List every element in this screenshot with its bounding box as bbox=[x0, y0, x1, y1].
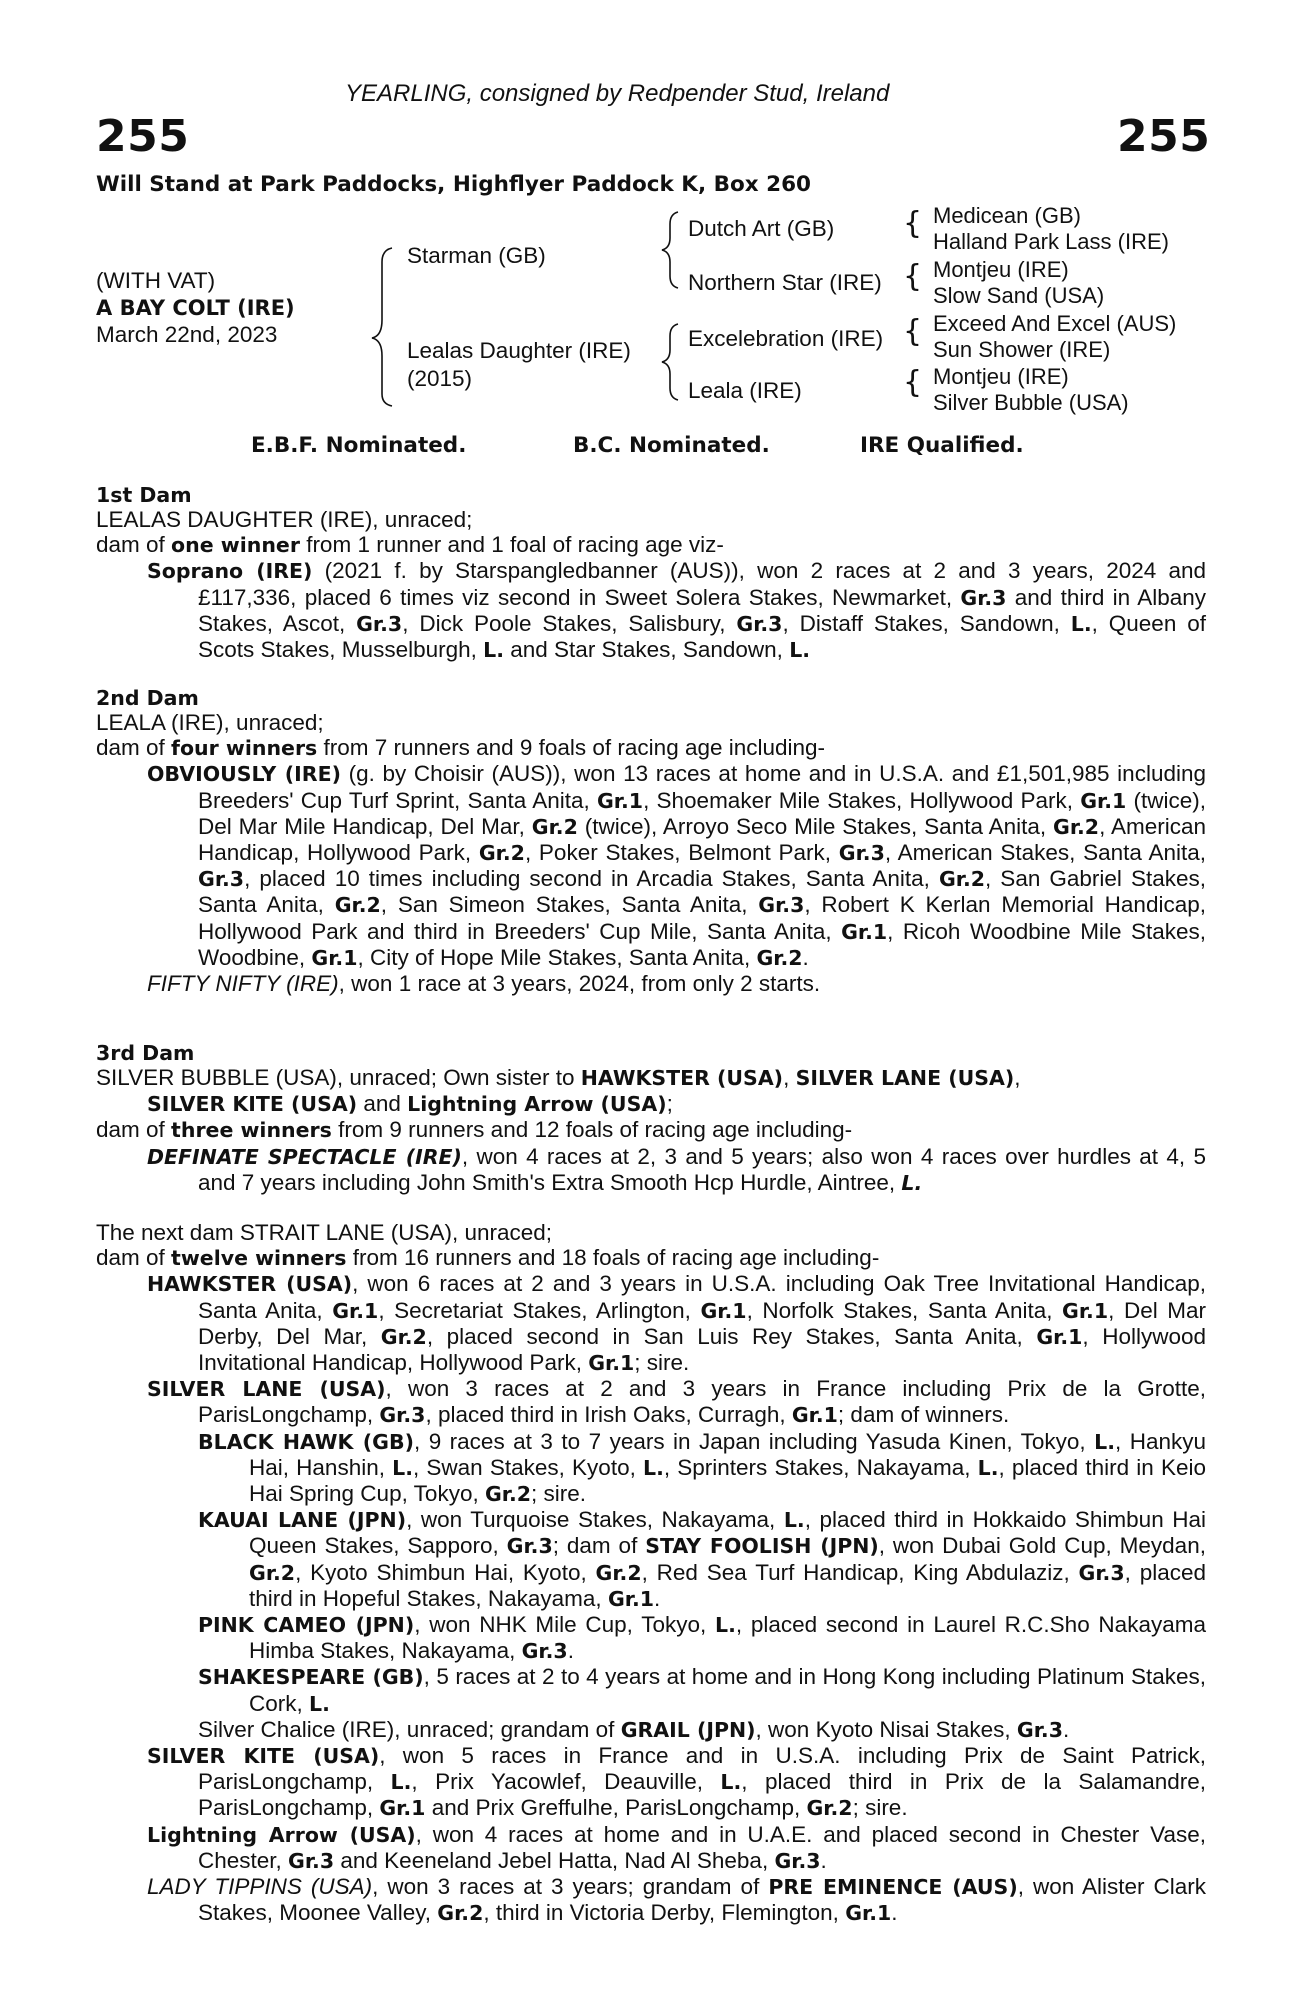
next-dam-section bbox=[96, 1220, 1206, 1926]
pedigree-dam-sire: Excelebration (IRE) bbox=[688, 326, 884, 351]
pedigree-g5: Exceed And Excel (AUS) bbox=[933, 311, 1177, 336]
produce-hawkster: HAWKSTER (USA), won 6 races at 2 and 3 years in U.S.A. including Oak Tree Invitational Handicap, Santa Anita, Gr.1, Secretariat Stakes, Arlington, Gr.1, Norfolk Stakes, Santa Anita, Gr.1, Del Mar Derby, Del Mar, Gr.2, placed second in San Luis Rey Stakes, Santa Anita, Gr.1, Hollywood Invitational Handicap, Hollywood Park, Gr.1; sire. bbox=[147, 1271, 1207, 1376]
produce-silver-kite: SILVER KITE (USA), won 5 races in France and in U.S.A. including Prix de Saint Patrick, ParisLongchamp, L., Prix Yacowlef, Deauville, L., placed third in Prix de la Salamandre, ParisLongchamp, Gr.1 and Prix Greffulhe, ParisLongchamp, Gr.2; sire. bbox=[147, 1743, 1207, 1821]
second-dam-title: 2nd Dam bbox=[96, 686, 199, 710]
next-dam-line1: The next dam STRAIT LANE (USA), unraced; bbox=[96, 1220, 553, 1245]
pedigree-brackets bbox=[0, 0, 1315, 440]
produce-pink-cameo: PINK CAMEO (JPN), won NHK Mile Cup, Tokyo, L., placed second in Laurel R.C.Sho Nakayama Himba Stakes, Nakayama, Gr.3. bbox=[198, 1612, 1206, 1664]
bracket-ss: { bbox=[903, 206, 923, 241]
pedigree-g7: Montjeu (IRE) bbox=[933, 364, 1069, 389]
second-dam-produce-line: dam of four winners from 7 runners and 9 foals of racing age including- bbox=[96, 735, 826, 761]
pedigree-g1: Medicean (GB) bbox=[933, 203, 1081, 228]
produce-definate-spectacle: DEFINATE SPECTACLE (IRE), won 4 races at 2, 3 and 5 years; also won 4 races over hurdles at 4, 5 and 7 years including John Smith's Extra Smooth Hcp Hurdle, Aintree, L. bbox=[147, 1143, 1207, 1195]
bracket-sd: { bbox=[903, 259, 923, 294]
third-dam-produce-line: dam of three winners from 9 runners and 12 foals of racing age including- bbox=[96, 1117, 853, 1143]
produce-silver-lane: SILVER LANE (USA), won 3 races at 2 and 3 years in France including Prix de la Grotte, ParisLongchamp, Gr.3, placed third in Irish Oaks, Curragh, Gr.1; dam of winners. bbox=[147, 1376, 1206, 1428]
bracket-ds: { bbox=[903, 314, 923, 349]
second-dam-line1: LEALA (IRE), unraced; bbox=[96, 710, 324, 735]
page-subtitle: YEARLING, consigned by Redpender Stud, Ireland bbox=[345, 80, 890, 107]
first-dam-section bbox=[96, 483, 1206, 663]
produce-lady-tippins: LADY TIPPINS (USA), won 3 races at 3 years; grandam of PRE EMINENCE (AUS), won Alister Clark Stakes, Moonee Valley, Gr.2, third in Victoria Derby, Flemington, Gr.1. bbox=[147, 1874, 1207, 1926]
bracket-sire bbox=[662, 212, 678, 288]
pedigree-dam-line2: (2015) bbox=[407, 366, 473, 391]
pedigree-g6: Sun Shower (IRE) bbox=[933, 337, 1111, 362]
pedigree-sire: Starman (GB) bbox=[407, 243, 546, 268]
produce-shakespeare: SHAKESPEARE (GB), 5 races at 2 to 4 years at home and in Hong Kong including Platinum Stakes, Cork, L. bbox=[198, 1664, 1206, 1716]
vat-note: (WITH VAT) bbox=[96, 268, 216, 293]
lot-number-right: 255 bbox=[1117, 111, 1211, 162]
next-dam-produce-line: dam of twelve winners from 16 runners and 18 foals of racing age including- bbox=[96, 1245, 880, 1271]
horse-name: A BAY COLT (IRE) bbox=[96, 296, 295, 320]
third-dam-section bbox=[96, 1041, 1206, 1196]
pedigree-g3: Montjeu (IRE) bbox=[933, 257, 1069, 282]
third-dam-line2: SILVER KITE (USA) and Lightning Arrow (USA); bbox=[147, 1091, 673, 1117]
bracket-dam bbox=[662, 324, 678, 400]
first-dam-line1: LEALAS DAUGHTER (IRE), unraced; bbox=[96, 507, 473, 532]
pedigree-dam-dam: Leala (IRE) bbox=[688, 378, 802, 403]
produce-lightning-arrow: Lightning Arrow (USA), won 4 races at home and in U.A.E. and placed second in Chester Vase, Chester, Gr.3 and Keeneland Jebel Hatta, Nad Al Sheba, Gr.3. bbox=[147, 1821, 1206, 1873]
pedigree-g4: Slow Sand (USA) bbox=[933, 283, 1105, 308]
pedigree-dam-line1: Lealas Daughter (IRE) bbox=[407, 338, 631, 363]
ebf-nomination: E.B.F. Nominated. bbox=[251, 433, 467, 458]
pedigree-g8: Silver Bubble (USA) bbox=[933, 390, 1129, 415]
produce-kauai-lane: KAUAI LANE (JPN), won Turquoise Stakes, Nakayama, L., placed third in Hokkaido Shimbun Hai Queen Stakes, Sapporo, Gr.3; dam of STAY FOOLISH (JPN), won Dubai Gold Cup, Meydan, Gr.2, Kyoto Shimbun Hai, Kyoto, Gr.2, Red Sea Turf Handicap, King Abdulaziz, Gr.3, placed third in Hopeful Stakes, Nakayama, Gr.1. bbox=[198, 1507, 1206, 1611]
first-dam-title: 1st Dam bbox=[96, 483, 192, 507]
produce-soprano: Soprano (IRE) (2021 f. by Starspangledbanner (AUS)), won 2 races at 2 and 3 years, 2024 and £117,336, placed 6 times viz second in Sweet Solera Stakes, Newmarket, Gr.3 and third in Albany Stakes, Ascot, Gr.3, Dick Poole Stakes, Salisbury, Gr.3, Distaff Stakes, Sandown, L., Queen of Scots Stakes, Musselburgh, L. and Star Stakes, Sandown, L. bbox=[147, 558, 1207, 663]
third-dam-title: 3rd Dam bbox=[96, 1041, 195, 1065]
pedigree-sire-sire: Dutch Art (GB) bbox=[688, 216, 835, 241]
first-dam-produce-line: dam of one winner from 1 runner and 1 foal of racing age viz- bbox=[96, 532, 724, 558]
produce-silver-chalice: Silver Chalice (IRE), unraced; grandam of GRAIL (JPN), won Kyoto Nisai Stakes, Gr.3. bbox=[198, 1716, 1070, 1742]
bc-nomination: B.C. Nominated. bbox=[573, 433, 770, 458]
second-dam-section bbox=[96, 686, 1206, 996]
produce-fifty-nifty: FIFTY NIFTY (IRE), won 1 race at 3 years, 2024, from only 2 starts. bbox=[147, 971, 821, 997]
bracket-main bbox=[372, 248, 392, 406]
lot-number-left: 255 bbox=[96, 111, 190, 162]
stand-location: Will Stand at Park Paddocks, Highflyer Paddock K, Box 260 bbox=[96, 172, 811, 197]
pedigree-g2: Halland Park Lass (IRE) bbox=[933, 229, 1169, 254]
horse-dob: March 22nd, 2023 bbox=[96, 322, 278, 347]
pedigree-sire-dam: Northern Star (IRE) bbox=[688, 270, 882, 295]
bracket-dd: { bbox=[903, 365, 923, 400]
ire-qualified: IRE Qualified. bbox=[860, 433, 1024, 458]
produce-black-hawk: BLACK HAWK (GB), 9 races at 3 to 7 years in Japan including Yasuda Kinen, Tokyo, L., Hankyu Hai, Hanshin, L., Swan Stakes, Kyoto, L., Sprinters Stakes, Nakayama, L., placed third in Keio Hai Spring Cup, Tokyo, Gr.2; sire. bbox=[198, 1428, 1207, 1507]
third-dam-line1: SILVER BUBBLE (USA), unraced; Own sister to HAWKSTER (USA), SILVER LANE (USA), bbox=[96, 1065, 1021, 1090]
produce-obviously: OBVIOUSLY (IRE) (g. by Choisir (AUS)), won 13 races at home and in U.S.A. and £1,501,985 including Breeders' Cup Turf Sprint, Santa Anita, Gr.1, Shoemaker Mile Stakes, Hollywood Park, Gr.1 (twice), Del Mar Mile Handicap, Del Mar, Gr.2 (twice), Arroyo Seco Mile Stakes, Santa Anita, Gr.2, American Handicap, Hollywood Park, Gr.2, Poker Stakes, Belmont Park, Gr.3, American Stakes, Santa Anita, Gr.3, placed 10 times including second in Arcadia Stakes, Santa Anita, Gr.2, San Gabriel Stakes, Santa Anita, Gr.2, San Simeon Stakes, Santa Anita, Gr.3, Robert K Kerlan Memorial Handicap, Hollywood Park and third in Breeders' Cup Mile, Santa Anita, Gr.1, Ricoh Woodbine Mile Stakes, Woodbine, Gr.1, City of Hope Mile Stakes, Santa Anita, Gr.2. bbox=[147, 761, 1206, 970]
